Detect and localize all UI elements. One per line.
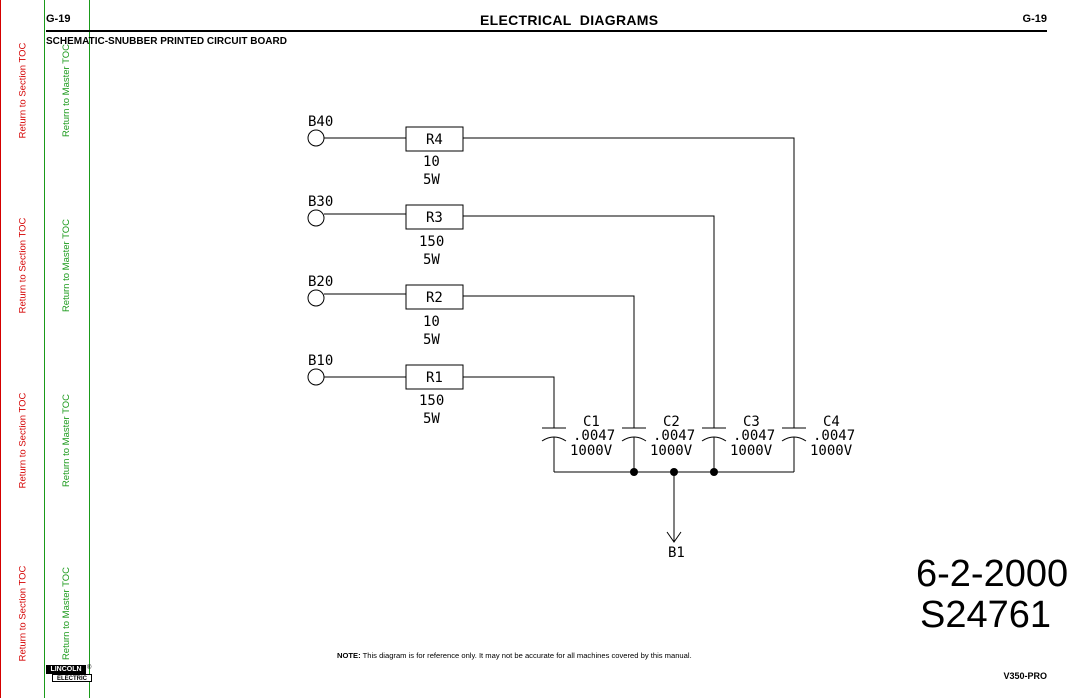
terminal-label-b20: B20 [308,274,334,290]
capacitor-ref: C4 [823,414,840,430]
resistor-power: 5W [423,252,440,268]
drawing-number: S24761 [920,594,1052,636]
capacitor-ref: C1 [583,414,600,430]
resistor-power: 5W [423,172,440,188]
lincoln-electric-logo: LINCOLN ® ELECTRIC [46,665,94,683]
capacitor-voltage: 1000V [810,443,853,459]
resistor-value: 10 [423,154,440,170]
note-label: NOTE: [337,651,361,660]
return-to-master-toc-link[interactable]: Return to Master TOC [61,566,73,660]
capacitor-value: .0047 [573,428,616,444]
resistor-value: 10 [423,314,440,330]
resistor-ref: R4 [426,132,443,148]
drawing-date: 6-2-2000 [916,553,1069,595]
return-to-master-toc-link[interactable]: Return to Master TOC [61,218,73,312]
return-to-section-toc-link[interactable]: Return to Section TOC [17,42,29,138]
terminal-label-b40: B40 [308,114,334,130]
capacitor-voltage: 1000V [650,443,693,459]
terminal-b40 [308,130,324,146]
terminal-label-b30: B30 [308,194,334,210]
terminal-b10 [308,369,324,385]
reference-note [337,651,692,660]
resistor-ref: R3 [426,210,443,226]
capacitor-voltage: 1000V [730,443,773,459]
resistor-value: 150 [419,393,445,409]
capacitor-value: .0047 [653,428,696,444]
terminal-b30 [308,210,324,226]
terminal-b20 [308,290,324,306]
junction-dot [630,468,638,476]
capacitor-voltage: 1000V [570,443,613,459]
resistor-ref: R1 [426,370,443,386]
capacitor-ref: C2 [663,414,680,430]
junction-dot [710,468,718,476]
return-to-section-toc-link[interactable]: Return to Section TOC [17,217,29,313]
page-title: ELECTRICAL DIAGRAMS [480,12,659,28]
return-to-master-toc-link[interactable]: Return to Master TOC [61,393,73,487]
capacitor-value: .0047 [813,428,856,444]
junction-dot [670,468,678,476]
resistor-power: 5W [423,411,440,427]
model-label: V350-PRO [1003,671,1047,681]
return-to-master-toc-link[interactable]: Return to Master TOC [61,43,73,137]
output-terminal-label: B1 [668,545,685,561]
page-number-right: G-19 [1022,13,1047,25]
resistor-ref: R2 [426,290,443,306]
capacitor-ref: C3 [743,414,760,430]
resistor-value: 150 [419,234,445,250]
resistor-power: 5W [423,332,440,348]
return-to-section-toc-link[interactable]: Return to Section TOC [17,565,29,661]
page-number-left: G-19 [46,13,71,25]
note-text: This diagram is for reference only. It may not be accurate for all machines covered by this manual. [362,651,692,660]
terminal-label-b10: B10 [308,353,334,369]
return-to-section-toc-link[interactable]: Return to Section TOC [17,392,29,488]
diagram-subtitle: SCHEMATIC-SNUBBER PRINTED CIRCUIT BOARD [46,36,287,47]
capacitor-value: .0047 [733,428,776,444]
